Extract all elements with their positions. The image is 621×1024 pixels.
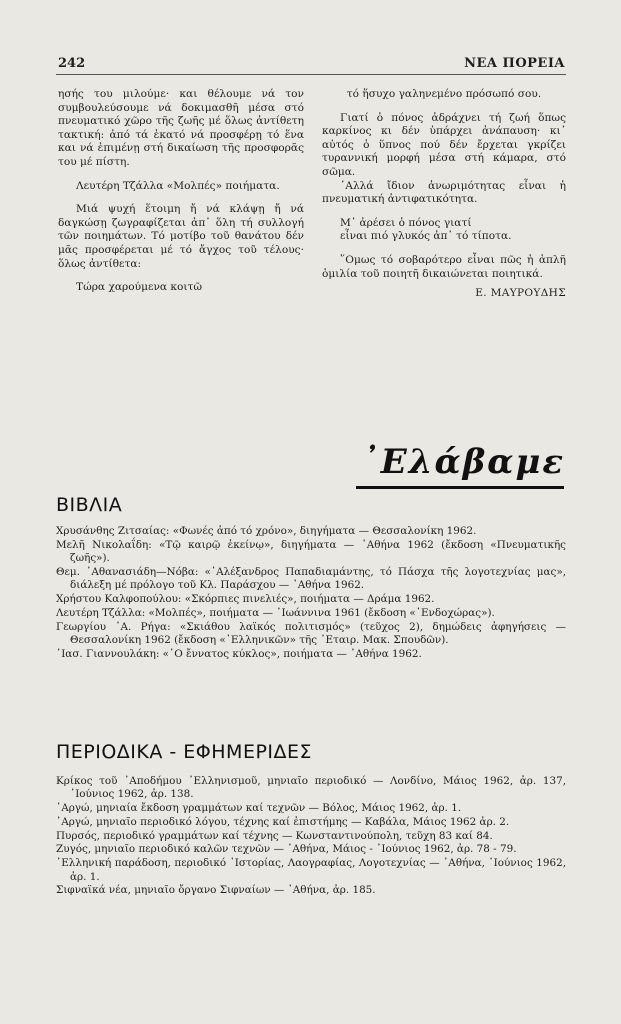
header-rule: [56, 74, 566, 75]
periodicals-list: [56, 775, 566, 898]
journal-title: ΝΕΑ ΠΟΡΕΙΑ: [464, 56, 565, 71]
book-entry: Μελῆ Νικολαΐδη: «Τῷ καιρῷ ἐκείνῳ», διηγήματα — ᾽Αθήνα 1962 (ἔκδοση «Πνευματικῆς ζωῆς»).: [56, 538, 566, 565]
periodical-entry: Σιφναϊκά νέα, μηνιαῖο ὄργανο Σιφναίων — ᾽Αθήνα, ἀρ. 185.: [56, 884, 376, 897]
books-section-title: ΒΙΒΛΙΑ: [56, 494, 123, 516]
review-left-column: [58, 88, 304, 295]
periodical-entry: ᾽Αργώ, μηνιαία ἔκδοση γραμμάτων καί τεχνῶν — Βόλος, Μάιος 1962, ἀρ. 1.: [56, 802, 462, 815]
review-paragraph: Μιά ψυχή ἕτοιμη ἤ νά κλάψῃ ἤ νά δαγκώσῃ ζωγραφίζεται ἀπ᾽ ὅλη τή συλλογή τῶν ποιημάτων. Τό μοτίβο τοῦ θανάτου δέν μᾶς προσφέρεται μέ τό ἄγχος τοῦ τέλους· ὅλως ἀντίθετα:: [58, 203, 304, 270]
page-number: 242: [58, 56, 86, 71]
poem-quote-line: Τώρα χαρούμενα κοιτῶ: [76, 281, 203, 294]
book-entry: Χρυσάνθης Ζιτσαίας: «Φωνές ἀπό τό χρόνο», διηγήματα — Θεσσαλονίκη 1962.: [56, 525, 477, 537]
poem-quote-stanza: Γιατί ὁ πόνος ἀδράχνει τή ζωή ὅπως καρκίνος κι δέν ὑπάρχει ἀνάπαυση· κι᾽ αὐτός ὁ ὕπνος πού δέν ἔρχεται γκρίζει τυραννική μορφή μέσα στή κάμαρα, στό σῶμα.: [322, 111, 566, 178]
review-paragraph: Λευτέρη Τζάλλα «Μολπές» ποιήματα.: [76, 179, 280, 192]
review-paragraph: ᾽Αλλά ἴδιον ἀνωριμότητας εἶναι ἡ πνευματική ἀντιφατικότητα.: [322, 179, 566, 206]
poem-quote-line: τό ἥσυχο γαληνεμένο πρόσωπό σου.: [346, 88, 542, 100]
periodical-entry: Πυρσός, περιοδικό γραμμάτων καί τέχνης — Κωνσταντινούπολη, τεῦχη 83 καί 84.: [56, 829, 493, 842]
author-signature: Ε. ΜΑΥΡΟΥΔΗΣ: [475, 287, 566, 300]
review-paragraph: ῞Ομως τό σοβαρότερο εἶναι πῶς ἡ ἁπλῆ ὁμιλία τοῦ ποιητῆ δικαιώνεται ποιητικά.: [322, 253, 566, 280]
book-entry: Λευτέρη Τζάλλα: «Μολπές», ποιήματα — ᾽Ιωάννινα 1961 (ἔκδοση «᾽Ενδοχώρας»).: [56, 606, 495, 619]
received-heading: ᾽Ελάβαμε: [361, 442, 565, 482]
periodical-entry: ᾽Ελληνική παράδοση, περιοδικό ᾽Ιστορίας, Λαογραφίας, Λογοτεχνίας — ᾽Αθήνα, ᾽Ιούνιος 1962, ἀρ. 1.: [56, 857, 566, 883]
books-list: [56, 525, 566, 661]
periodical-entry: Ζυγός, μηνιαῖο περιοδικό καλῶν τεχνῶν — ᾽Αθήνα, Μάιος - ᾽Ιούνιος 1962, ἀρ. 78 - 79.: [56, 843, 517, 856]
review-right-column: [322, 88, 566, 301]
poem-quote-line: εἶναι πιό γλυκός ἀπ᾽ τό τίποτα.: [340, 230, 512, 243]
review-paragraph: ησής του μιλούμε· και θέλουμε νά τον συμβουλεύσουμε νά δοκιμασθῆ μέσα στό πνευματικό χῶρο τῆς ζωῆς μέ ὅλως ἀντίθετη τακτική: ἀπό τά ἑκατό νά προσφέρῃ τό ἕνα και νά ἐπιμένῃ στή δικαίωση τῆς προσφορᾶς του μέ πίστη.: [58, 88, 304, 168]
periodical-entry: ᾽Αργώ, μηνιαῖο περιοδικό λόγου, τέχνης καί ἐπιστήμης — Καβάλα, Μάιος 1962 ἀρ. 2.: [56, 815, 510, 828]
poem-quote-line: Μ᾽ ἀρέσει ὁ πόνος γιατί: [340, 216, 472, 229]
book-entry: ᾽Ιασ. Γιαννουλάκη: «᾽Ο ἔννατος κύκλος», ποιήματα — ᾽Αθήνα 1962.: [56, 647, 422, 660]
periodicals-section-title: ΠΕΡΙΟΔΙΚΑ - ΕΦΗΜΕΡΙΔΕΣ: [56, 741, 313, 763]
book-entry: Θεμ. ᾽Αθανασιάδη—Νόβα: «᾽Αλέξανδρος Παπαδιαμάντης, τό Πάσχα τῆς λογοτεχνίας μας», διάλεξη μέ πρόλογο τοῦ Κλ. Παράσχου — ᾽Αθήνα 1962.: [56, 565, 566, 592]
periodical-entry: Κρίκος τοῦ ᾽Αποδήμου ᾽Ελληνισμοῦ, μηνιαῖο περιοδικό — Λονδίνο, Μάιος 1962, ἀρ. 137, ᾽Ιούνιος 1962, ἀρ. 138.: [56, 775, 566, 801]
book-entry: Χρήστου Καλφοπούλου: «Σκόρπιες πινελιές», ποιήματα — Δράμα 1962.: [56, 592, 435, 605]
received-heading-underline: [356, 486, 564, 489]
book-entry: Γεωργίου ᾽Α. Ρήγα: «Σκιάθου λαϊκός πολιτισμός» (τεῦχος 2), δημώδεις ἀφηγήσεις — Θεσσαλονίκη 1962 (ἔκδοση «᾽Ελληνικῶν» τῆς ᾽Εταιρ. Μακ. Σπουδῶν).: [56, 620, 566, 646]
